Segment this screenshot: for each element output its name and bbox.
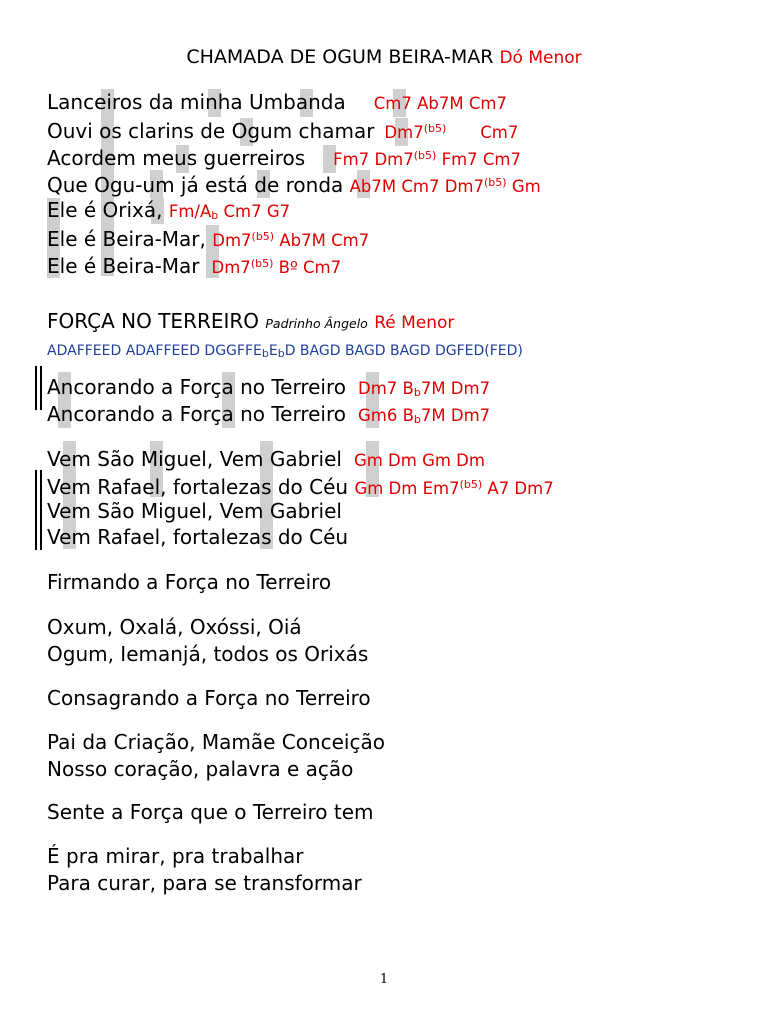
chords: Ab7M Cm7 $Dm7^{(b5)}$ Gm xyxy=(349,176,541,196)
song2-line-13 xyxy=(47,799,373,825)
chords: $Dm7^{(b5)}$ Ab7M Cm7 xyxy=(212,230,370,250)
song2-line-7 xyxy=(47,569,331,595)
song1-line-1 xyxy=(47,89,507,117)
song2-line-3 xyxy=(47,446,485,474)
lyric: Ouvi os clarins de Ogum chamar xyxy=(47,119,375,143)
song2-line-5 xyxy=(47,498,342,524)
lyric: Acordem meus guerreiros xyxy=(47,146,306,170)
lyric: Para curar, para se transformar xyxy=(47,871,362,895)
song-title: CHAMADA DE OGUM BEIRA-MAR xyxy=(186,46,494,68)
lyric: Vem São Miguel, Vem Gabriel xyxy=(47,447,342,471)
song2-line-8 xyxy=(47,614,302,640)
lyric: Consagrando a Força no Terreiro xyxy=(47,686,371,710)
lyric: Ele é Beira-Mar xyxy=(47,254,200,278)
song2-key: Ré Menor xyxy=(374,313,455,333)
lyric: Nosso coração, palavra e ação xyxy=(47,757,354,781)
song2-line-11 xyxy=(47,729,385,755)
lyric: Vem Rafael, fortalezas do Céu xyxy=(47,525,349,549)
melody-notes: ADAFFEED ADAFFEED $DGGFFE_bE_bD$ BAGD BAGD BAGD DGFED(FED) xyxy=(47,343,523,360)
song2-line-9 xyxy=(47,641,368,667)
chords: Gm Dm Gm Dm xyxy=(353,451,485,470)
lyric: Pai da Criação, Mamãe Conceição xyxy=(47,730,385,754)
chords: Gm6 $B_b7M$ Dm7 xyxy=(358,406,491,426)
chords: Cm7 Ab7M Cm7 xyxy=(373,94,507,113)
lyric: É pra mirar, pra trabalhar xyxy=(47,844,304,868)
song2-line-14 xyxy=(47,843,304,869)
chords: Gm Dm $Em7^{(b5)}$ A7 Dm7 xyxy=(354,478,554,498)
song-title-row xyxy=(0,46,768,68)
chords: Fm7 $Dm7^{(b5)}$ Fm7 Cm7 xyxy=(333,149,521,169)
song1-line-2 xyxy=(47,116,518,146)
song2-title: FORÇA NO TERREIRO xyxy=(47,309,260,333)
song1-line-7 xyxy=(47,251,341,281)
lyric: Firmando a Força no Terreiro xyxy=(47,570,332,594)
lyric: Ogum, Iemanjá, todos os Orixás xyxy=(47,642,369,666)
lyric: Ancorando a Força no Terreiro xyxy=(47,375,346,399)
lyric: Vem São Miguel, Vem Gabriel xyxy=(47,499,342,523)
lyric: Que Ogu-um já está de ronda xyxy=(47,173,344,197)
song2-title-row xyxy=(47,308,454,337)
song-key: Dó Menor xyxy=(499,48,582,68)
lyric: Ele é Beira-Mar, xyxy=(47,227,206,251)
lyric: Oxum, Oxalá, Oxóssi, Oiá xyxy=(47,615,302,639)
lyric: Sente a Força que o Terreiro tem xyxy=(47,800,374,824)
song2-line-12 xyxy=(47,756,353,782)
chords: Dm7 $B_b7M$ Dm7 xyxy=(358,379,491,399)
song2-line-2 xyxy=(47,401,490,433)
chords: $Fm/A_b$ Cm7 G7 xyxy=(168,202,291,222)
song2-line-10 xyxy=(47,685,371,711)
song1-line-3 xyxy=(47,143,521,173)
song1-line-6 xyxy=(47,224,369,254)
lyric: Lanceiros da minha Umbanda xyxy=(47,90,346,114)
lyric: Ancorando a Força no Terreiro xyxy=(47,402,346,426)
lyric: Ele é Orixá, xyxy=(47,198,163,222)
song2-author: Padrinho Ângelo xyxy=(265,316,368,331)
lyric: Vem Rafael, fortalezas do Céu xyxy=(47,475,349,499)
song2-line-6 xyxy=(47,524,348,550)
song1-line-4 xyxy=(47,170,541,200)
page-number: 1 xyxy=(379,972,389,987)
chords: $Dm7^{(b5)}$ Bº Cm7 xyxy=(211,257,342,277)
song2-line-15 xyxy=(47,870,362,896)
chords: $Dm7^{(b5)}$ Cm7 xyxy=(384,122,519,142)
